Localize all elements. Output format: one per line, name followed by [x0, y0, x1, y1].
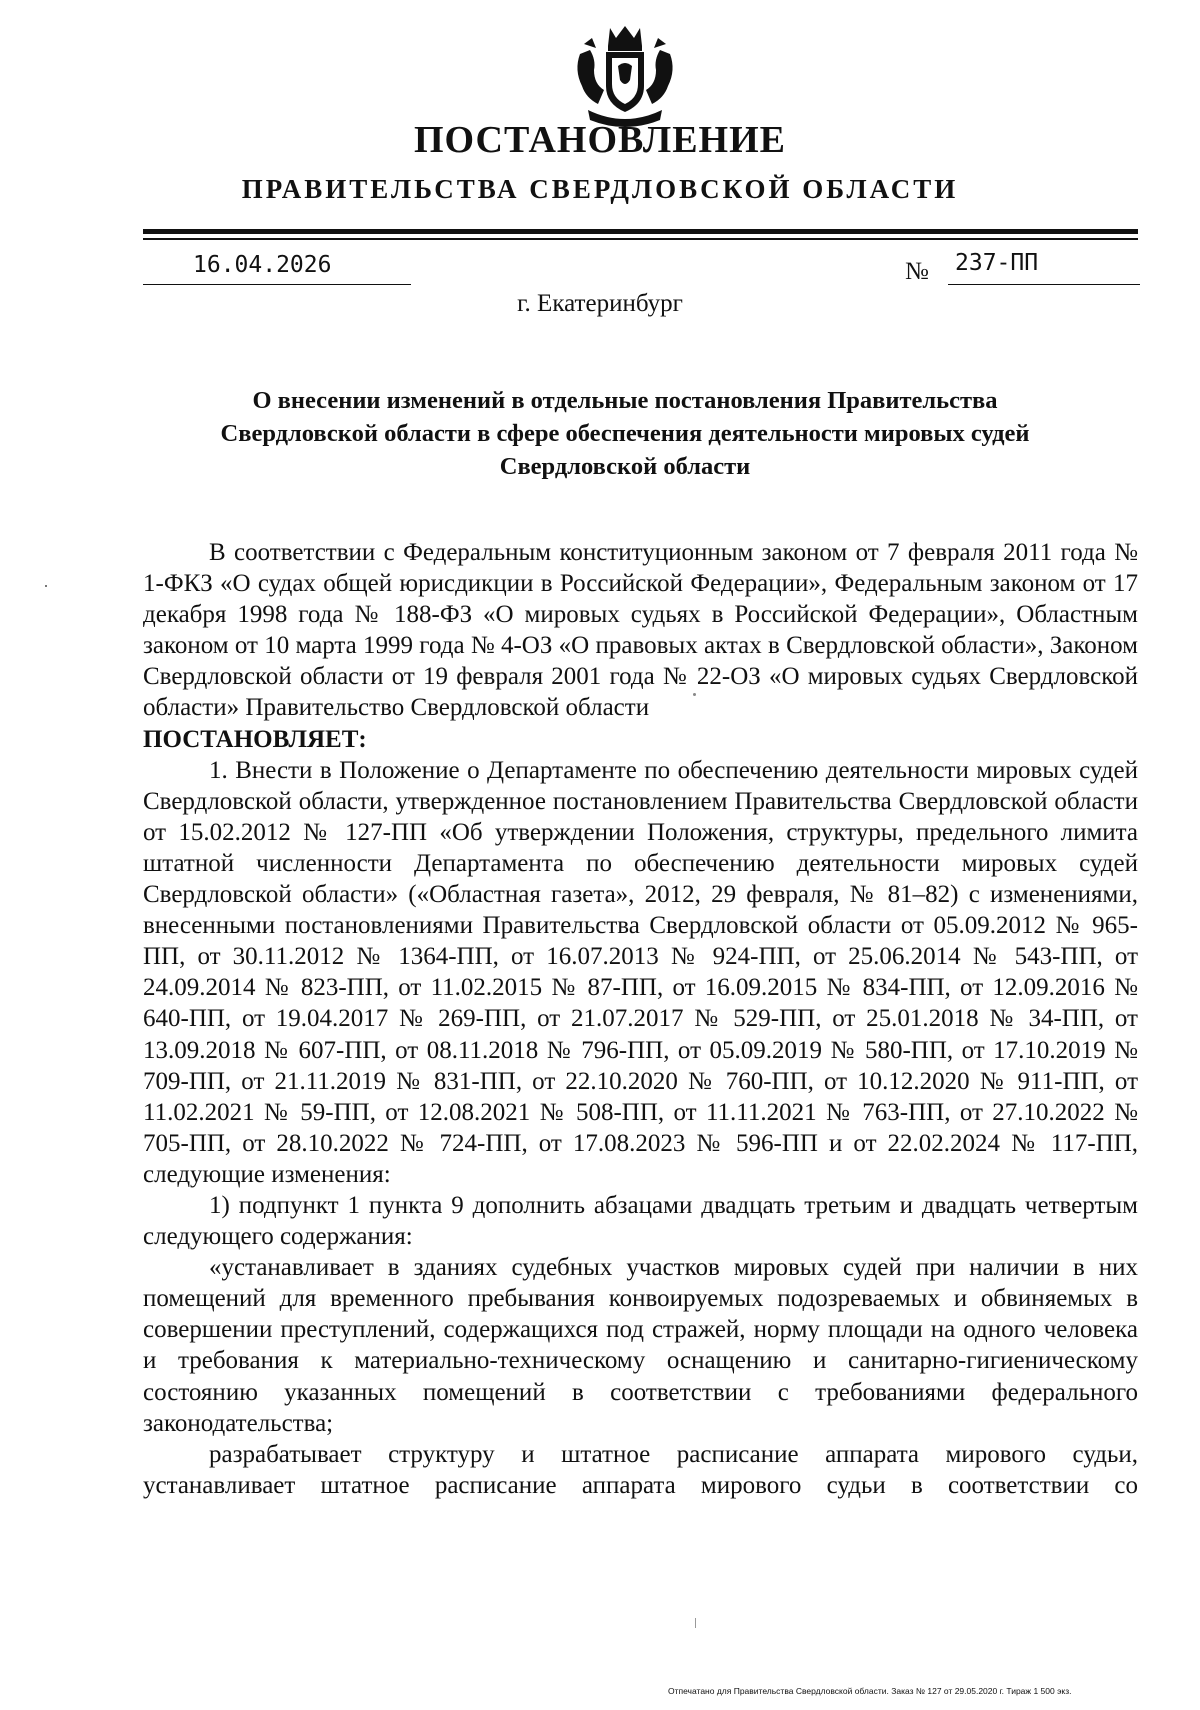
document-city: г. Екатеринбург	[517, 290, 683, 317]
heading-line: Свердловской области	[499, 453, 751, 480]
document-date: 16.04.2026	[193, 252, 332, 278]
quoted-paragraph-1: «устанавливает в зданиях судебных участков мировых судей при наличии в них помещений для временного пребывания конвоируемых подозреваемых и обвиняемых в совершении преступлений, содержащихся под стражей, норму площади на одного человека и требования к материально-техническому оснащению и санитарно-гигиеническому состоянию указанных помещений в соответствии с требованиями федерального законодательства;	[143, 1254, 1138, 1437]
number-sign: №	[905, 258, 929, 285]
date-underline	[143, 284, 411, 285]
document-body	[143, 537, 1138, 1501]
issuing-authority: ПРАВИТЕЛЬСТВА СВЕРДЛОВСКОЙ ОБЛАСТИ	[241, 174, 959, 204]
scan-speck	[695, 1618, 696, 1628]
number-underline	[948, 284, 1140, 285]
header-divider-thick	[143, 229, 1138, 234]
print-note: Отпечатано для Правительства Свердловской области. Заказ № 127 от 29.05.2020 г. Тираж 1 500 экз.	[668, 1686, 1072, 1696]
quoted-paragraph-2: разрабатывает структуру и штатное расписание аппарата мирового судьи, устанавливает штатное расписание аппарата мирового судьи в соответствии со	[143, 1440, 1138, 1499]
item-1-paragraph: 1. Внести в Положение о Департаменте по обеспечению деятельности мировых судей Свердловской области, утвержденное постановлением Правительства Свердловской области от 15.02.2012 № 127-ПП «Об утверждении Положения, структуры, предельного лимита штатной численности Департамента по обеспечению деятельности мировых судей Свердловской области» («Областная газета», 2012, 29 февраля, № 81–82) с изменениями, внесенными постановлениями Правительства Свердловской области от 05.09.2012 № 965-ПП, от 30.11.2012 № 1364-ПП, от 16.07.2013 № 924-ПП, от 25.06.2014 № 543-ПП, от 24.09.2014 № 823-ПП, от 11.02.2015 № 87-ПП, от 16.09.2015 № 834-ПП, от 12.09.2016 № 640-ПП, от 19.04.2017 № 269-ПП, от 21.07.2017 № 529-ПП, от 25.01.2018 № 34-ПП, от 13.09.2018 № 607-ПП, от 08.11.2018 № 796-ПП, от 05.09.2019 № 580-ПП, от 17.10.2019 № 709-ПП, от 21.11.2019 № 831-ПП, от 22.10.2020 № 760-ПП, от 10.12.2020 № 911-ПП, от 11.02.2021 № 59-ПП, от 12.08.2021 № 508-ПП, от 11.11.2021 № 763-ПП, от 27.10.2022 № 705-ПП, от 28.10.2022 № 724-ПП, от 17.08.2023 № 596-ПП и от 22.02.2024 № 117-ПП, следующие изменения:	[143, 756, 1138, 1188]
heading-line: Свердловской области в сфере обеспечения деятельности мировых судей	[220, 420, 1030, 447]
decree-word: ПОСТАНОВЛЯЕТ:	[143, 725, 367, 753]
subitem-1-paragraph: 1) подпункт 1 пункта 9 дополнить абзацами двадцать третьим и двадцать четвертым следующего содержания:	[143, 1191, 1138, 1251]
header-divider-thin	[143, 238, 1138, 240]
heading-line: О внесении изменений в отдельные постановления Правительства	[252, 387, 998, 414]
document-heading	[160, 384, 1090, 483]
coat-of-arms-icon	[570, 24, 680, 128]
document-type-title: ПОСТАНОВЛЕНИЕ	[413, 119, 787, 161]
scan-speck	[45, 585, 47, 587]
document-number: 237-ПП	[955, 250, 1039, 276]
scan-speck	[693, 693, 696, 696]
preamble-paragraph: В соответствии с Федеральным конституционным законом от 7 февраля 2011 года № 1-ФКЗ «О судах общей юрисдикции в Российской Федерации», Федеральным законом от 17 декабря 1998 года № 188-ФЗ «О мировых судьях в Российской Федерации», Областным законом от 10 марта 1999 года № 4-ОЗ «О правовых актах в Свердловской области», Законом Свердловской области от 19 февраля 2001 года № 22-ОЗ «О мировых судьях Свердловской области» Правительство Свердловской области	[143, 539, 1138, 722]
